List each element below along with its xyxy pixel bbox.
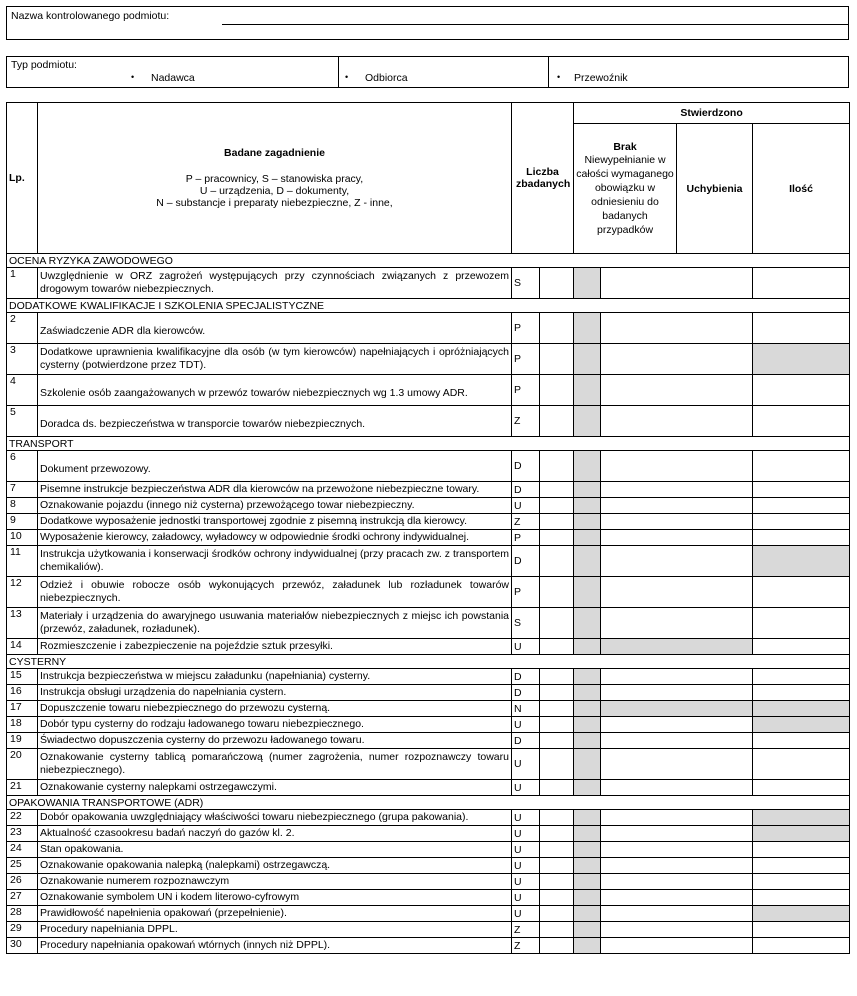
count-shaded-cell xyxy=(574,482,601,498)
count-shaded-cell xyxy=(574,498,601,514)
count-shaded-cell xyxy=(574,313,601,344)
subject-legend-line: P – pracownicy, S – stanowiska pracy, xyxy=(185,173,364,185)
uchybienia-input-cell[interactable] xyxy=(753,922,850,938)
brak-input-cell[interactable] xyxy=(601,669,753,685)
row-number: 12 xyxy=(7,577,38,608)
uchybienia-input-cell[interactable] xyxy=(753,313,850,344)
uchybienia-input-cell[interactable] xyxy=(753,268,850,299)
row-subject-text: Odzież i obuwie robocze osób wykonujących przewóz, załadunek lub rozładunek towarów niebezpiecznych. xyxy=(38,577,512,608)
count-input-cell[interactable] xyxy=(540,498,574,514)
column-header-lp: Lp. xyxy=(7,103,38,254)
row-number: 24 xyxy=(7,842,38,858)
count-input-cell[interactable] xyxy=(540,842,574,858)
count-input-cell[interactable] xyxy=(540,530,574,546)
row-category-code: U xyxy=(512,874,540,890)
row-subject-text: Procedury napełniania DPPL. xyxy=(38,922,512,938)
row-category-code: P xyxy=(512,313,540,344)
row-number: 11 xyxy=(7,546,38,577)
row-subject-text: Dopuszczenie towaru niebezpiecznego do przewozu cysterną. xyxy=(38,701,512,717)
checklist-row xyxy=(7,749,850,780)
brak-input-cell[interactable] xyxy=(601,514,753,530)
brak-input-cell[interactable] xyxy=(601,780,753,796)
brak-input-cell[interactable] xyxy=(601,685,753,701)
uchybienia-input-cell[interactable] xyxy=(753,639,850,655)
brak-input-cell[interactable] xyxy=(601,890,753,906)
row-category-code: D xyxy=(512,482,540,498)
row-category-code: U xyxy=(512,858,540,874)
entity-type-label: Typ podmiotu: xyxy=(11,59,77,71)
row-category-code: P xyxy=(512,577,540,608)
row-number: 8 xyxy=(7,498,38,514)
uchybienia-input-cell xyxy=(753,826,850,842)
count-shaded-cell xyxy=(574,938,601,954)
row-subject-text: Prawidłowość napełnienia opakowań (przepełnienie). xyxy=(38,906,512,922)
section-header-row xyxy=(7,254,850,268)
count-input-cell[interactable] xyxy=(540,639,574,655)
uchybienia-input-cell[interactable] xyxy=(753,669,850,685)
checklist-row xyxy=(7,922,850,938)
brak-input-cell[interactable] xyxy=(601,717,753,733)
count-input-cell[interactable] xyxy=(540,733,574,749)
row-number: 18 xyxy=(7,717,38,733)
row-subject-text: Wyposażenie kierowcy, załadowcy, wyładowcy w odpowiednie środki ochrony indywidualnej. xyxy=(38,530,512,546)
row-number: 14 xyxy=(7,639,38,655)
row-number: 29 xyxy=(7,922,38,938)
uchybienia-input-cell[interactable] xyxy=(753,890,850,906)
section-title: OPAKOWANIA TRANSPORTOWE (ADR) xyxy=(7,796,850,810)
row-category-code: U xyxy=(512,749,540,780)
row-category-code: P xyxy=(512,530,540,546)
uchybienia-input-cell[interactable] xyxy=(753,406,850,437)
row-subject-text: Procedury napełniania opakowań wtórnych (innych niż DPPL). xyxy=(38,938,512,954)
row-subject-text: Rozmieszczenie i zabezpieczenie na pojeździe sztuk przesyłki. xyxy=(38,639,512,655)
count-input-cell[interactable] xyxy=(540,749,574,780)
checklist-row xyxy=(7,842,850,858)
row-category-code: D xyxy=(512,451,540,482)
row-number: 10 xyxy=(7,530,38,546)
checklist-row xyxy=(7,780,850,796)
count-input-cell[interactable] xyxy=(540,938,574,954)
row-subject-text: Dokument przewozowy. xyxy=(38,451,512,482)
type-option-label: Odbiorca xyxy=(365,72,408,84)
checklist-row xyxy=(7,810,850,826)
count-shaded-cell xyxy=(574,780,601,796)
type-option-przewoznik[interactable] xyxy=(557,72,628,84)
count-input-cell[interactable] xyxy=(540,608,574,639)
row-category-code: D xyxy=(512,669,540,685)
row-category-code: U xyxy=(512,906,540,922)
count-shaded-cell xyxy=(574,874,601,890)
uchybienia-input-cell[interactable] xyxy=(753,608,850,639)
row-number: 7 xyxy=(7,482,38,498)
row-number: 4 xyxy=(7,375,38,406)
type-option-label: Nadawca xyxy=(151,72,195,84)
row-subject-text: Doradca ds. bezpieczeństwa w transporcie towarów niebezpiecznych. xyxy=(38,406,512,437)
uchybienia-input-cell xyxy=(753,717,850,733)
row-number: 25 xyxy=(7,858,38,874)
checklist-row xyxy=(7,669,850,685)
brak-input-cell[interactable] xyxy=(601,498,753,514)
row-category-code: D xyxy=(512,546,540,577)
brak-input-cell[interactable] xyxy=(601,482,753,498)
brak-input-cell[interactable] xyxy=(601,546,753,577)
uchybienia-input-cell[interactable] xyxy=(753,780,850,796)
row-number: 17 xyxy=(7,701,38,717)
row-category-code: U xyxy=(512,810,540,826)
count-shaded-cell xyxy=(574,749,601,780)
entity-name-label: Nazwa kontrolowanego podmiotu: xyxy=(11,10,170,22)
count-input-cell[interactable] xyxy=(540,701,574,717)
brak-input-cell[interactable] xyxy=(601,268,753,299)
count-input-cell[interactable] xyxy=(540,482,574,498)
bullet-icon: • xyxy=(557,72,561,82)
checklist-row xyxy=(7,938,850,954)
row-number: 5 xyxy=(7,406,38,437)
count-input-cell[interactable] xyxy=(540,546,574,577)
row-category-code: D xyxy=(512,685,540,701)
row-subject-text: Materiały i urządzenia do awaryjnego usuwania materiałów niebezpiecznych z miejsc ich powstania (przewóz, załadunek, rozładunek). xyxy=(38,608,512,639)
uchybienia-input-cell[interactable] xyxy=(753,842,850,858)
row-number: 2 xyxy=(7,313,38,344)
checklist-row xyxy=(7,406,850,437)
uchybienia-input-cell[interactable] xyxy=(753,482,850,498)
count-shaded-cell xyxy=(574,608,601,639)
count-shaded-cell xyxy=(574,826,601,842)
subject-title: Badane zagadnienie xyxy=(224,147,325,159)
row-subject-text: Instrukcja obsługi urządzenia do napełniania cystern. xyxy=(38,685,512,701)
row-category-code: P xyxy=(512,344,540,375)
count-shaded-cell xyxy=(574,451,601,482)
checklist-row xyxy=(7,530,850,546)
row-subject-text: Oznakowanie cysterny nalepkami ostrzegawczymi. xyxy=(38,780,512,796)
count-input-cell[interactable] xyxy=(540,922,574,938)
section-title: TRANSPORT xyxy=(7,437,850,451)
count-input-cell[interactable] xyxy=(540,874,574,890)
uchybienia-input-cell[interactable] xyxy=(753,514,850,530)
bullet-icon: • xyxy=(131,72,135,82)
count-shaded-cell xyxy=(574,268,601,299)
checklist-row xyxy=(7,701,850,717)
brak-title: Brak xyxy=(613,140,637,153)
row-category-code: U xyxy=(512,890,540,906)
row-category-code: Z xyxy=(512,938,540,954)
count-shaded-cell xyxy=(574,669,601,685)
count-shaded-cell xyxy=(574,717,601,733)
type-option-label: Przewoźnik xyxy=(574,72,628,84)
uchybienia-input-cell[interactable] xyxy=(753,749,850,780)
row-category-code: U xyxy=(512,842,540,858)
uchybienia-input-cell xyxy=(753,810,850,826)
uchybienia-input-cell xyxy=(753,344,850,375)
count-shaded-cell xyxy=(574,922,601,938)
type-option-nadawca[interactable] xyxy=(131,72,195,84)
checklist-row xyxy=(7,906,850,922)
brak-input-cell[interactable] xyxy=(601,530,753,546)
brak-input-cell[interactable] xyxy=(601,451,753,482)
checklist-row xyxy=(7,577,850,608)
uchybienia-input-cell[interactable] xyxy=(753,451,850,482)
checklist-row xyxy=(7,608,850,639)
count-input-cell[interactable] xyxy=(540,780,574,796)
count-shaded-cell xyxy=(574,810,601,826)
count-shaded-cell xyxy=(574,375,601,406)
section-title: CYSTERNY xyxy=(7,655,850,669)
brak-input-cell[interactable] xyxy=(601,577,753,608)
column-header-uchybienia: Uchybienia xyxy=(677,124,753,254)
brak-input-cell[interactable] xyxy=(601,608,753,639)
subject-legend-line: U – urządzenia, D – dokumenty, xyxy=(199,185,350,197)
type-divider xyxy=(338,57,339,87)
row-subject-text: Aktualność czasookresu badań naczyń do gazów kl. 2. xyxy=(38,826,512,842)
row-category-code: S xyxy=(512,608,540,639)
count-input-cell[interactable] xyxy=(540,344,574,375)
checklist-row xyxy=(7,717,850,733)
row-number: 3 xyxy=(7,344,38,375)
count-input-cell[interactable] xyxy=(540,858,574,874)
column-header-subject xyxy=(38,103,512,254)
row-subject-text: Dobór typu cysterny do rodzaju ładowanego towaru niebezpiecznego. xyxy=(38,717,512,733)
count-input-cell[interactable] xyxy=(540,313,574,344)
count-shaded-cell xyxy=(574,733,601,749)
count-shaded-cell xyxy=(574,858,601,874)
row-category-code: U xyxy=(512,826,540,842)
row-number: 13 xyxy=(7,608,38,639)
column-header-stwierdzono: Stwierdzono xyxy=(574,103,850,124)
row-category-code: Z xyxy=(512,406,540,437)
uchybienia-input-cell[interactable] xyxy=(753,530,850,546)
count-shaded-cell xyxy=(574,842,601,858)
checklist-row xyxy=(7,733,850,749)
brak-input-cell xyxy=(601,639,753,655)
checklist-row xyxy=(7,498,850,514)
count-input-cell[interactable] xyxy=(540,810,574,826)
checklist-row xyxy=(7,858,850,874)
row-category-code: N xyxy=(512,701,540,717)
count-shaded-cell xyxy=(574,344,601,375)
row-number: 22 xyxy=(7,810,38,826)
count-input-cell[interactable] xyxy=(540,406,574,437)
row-subject-text: Dodatkowe uprawnienia kwalifikacyjne dla osób (w tym kierowców) napełniających i opróżniających cysterny (potwierdzone przez TDT). xyxy=(38,344,512,375)
row-number: 16 xyxy=(7,685,38,701)
count-shaded-cell xyxy=(574,530,601,546)
uchybienia-input-cell[interactable] xyxy=(753,685,850,701)
section-header-row xyxy=(7,437,850,451)
count-shaded-cell xyxy=(574,577,601,608)
count-shaded-cell xyxy=(574,514,601,530)
row-number: 20 xyxy=(7,749,38,780)
count-input-cell[interactable] xyxy=(540,717,574,733)
count-input-cell[interactable] xyxy=(540,906,574,922)
row-number: 26 xyxy=(7,874,38,890)
section-title: DODATKOWE KWALIFIKACJE I SZKOLENIA SPECJALISTYCZNE xyxy=(7,299,850,313)
section-title: OCENA RYZYKA ZAWODOWEGO xyxy=(7,254,850,268)
type-divider xyxy=(548,57,549,87)
entity-name-field[interactable] xyxy=(222,24,848,25)
row-subject-text: Uwzględnienie w ORZ zagrożeń występujących przy czynnościach związanych z przewozem drogowym towarów niebezpiecznych. xyxy=(38,268,512,299)
count-input-cell[interactable] xyxy=(540,577,574,608)
row-subject-text: Zaświadczenie ADR dla kierowców. xyxy=(38,313,512,344)
checklist-row xyxy=(7,375,850,406)
row-number: 21 xyxy=(7,780,38,796)
brak-input-cell[interactable] xyxy=(601,406,753,437)
row-subject-text: Oznakowanie symbolem UN i kodem literowo-cyfrowym xyxy=(38,890,512,906)
checklist-row xyxy=(7,874,850,890)
uchybienia-input-cell xyxy=(753,546,850,577)
row-number: 15 xyxy=(7,669,38,685)
row-subject-text: Oznakowanie opakowania nalepką (nalepkami) ostrzegawczą. xyxy=(38,858,512,874)
row-number: 23 xyxy=(7,826,38,842)
brak-input-cell[interactable] xyxy=(601,749,753,780)
checklist-row xyxy=(7,482,850,498)
checklist-row xyxy=(7,890,850,906)
row-subject-text: Oznakowanie cysterny tablicą pomarańczową (numer zagrożenia, numer rozpoznawczy towaru niebezpiecznego). xyxy=(38,749,512,780)
checklist-row xyxy=(7,313,850,344)
row-subject-text: Oznakowanie numerem rozpoznawczym xyxy=(38,874,512,890)
uchybienia-input-cell[interactable] xyxy=(753,874,850,890)
brak-input-cell[interactable] xyxy=(601,733,753,749)
row-subject-text: Dodatkowe wyposażenie jednostki transportowej zgodnie z pisemną instrukcją dla kierowcy. xyxy=(38,514,512,530)
checklist-row xyxy=(7,685,850,701)
uchybienia-input-cell[interactable] xyxy=(753,577,850,608)
brak-description: Niewypełnianie w całości wymaganego obowiązku w odniesieniu do badanych przypadków xyxy=(576,153,674,236)
uchybienia-input-cell[interactable] xyxy=(753,498,850,514)
row-number: 30 xyxy=(7,938,38,954)
entity-name-box xyxy=(6,6,849,40)
checklist-row xyxy=(7,826,850,842)
section-header-row xyxy=(7,796,850,810)
row-subject-text: Instrukcja użytkowania i konserwacji środków ochrony indywidualnej (przy pracach zw. z transportem chemikaliów). xyxy=(38,546,512,577)
row-number: 1 xyxy=(7,268,38,299)
row-subject-text: Stan opakowania. xyxy=(38,842,512,858)
row-subject-text: Świadectwo dopuszczenia cysterny do przewozu ładowanego towaru. xyxy=(38,733,512,749)
brak-input-cell[interactable] xyxy=(601,938,753,954)
checklist-row xyxy=(7,514,850,530)
uchybienia-input-cell xyxy=(753,906,850,922)
brak-input-cell[interactable] xyxy=(601,858,753,874)
checklist-rows xyxy=(7,254,850,954)
row-subject-text: Oznakowanie pojazdu (innego niż cysterna) przewożącego towar niebezpieczny. xyxy=(38,498,512,514)
count-input-cell[interactable] xyxy=(540,890,574,906)
row-subject-text: Instrukcja bezpieczeństwa w miejscu załadunku (napełniania) cysterny. xyxy=(38,669,512,685)
brak-input-cell[interactable] xyxy=(601,810,753,826)
subject-legend-line: N – substancje i preparaty niebezpieczne, Z - inne, xyxy=(156,197,393,209)
row-category-code: Z xyxy=(512,922,540,938)
count-shaded-cell xyxy=(574,685,601,701)
row-number: 19 xyxy=(7,733,38,749)
count-input-cell[interactable] xyxy=(540,375,574,406)
uchybienia-input-cell xyxy=(753,701,850,717)
count-input-cell[interactable] xyxy=(540,268,574,299)
entity-type-box xyxy=(6,56,849,88)
uchybienia-input-cell[interactable] xyxy=(753,375,850,406)
count-shaded-cell xyxy=(574,639,601,655)
count-shaded-cell xyxy=(574,546,601,577)
count-input-cell[interactable] xyxy=(540,669,574,685)
row-subject-text: Pisemne instrukcje bezpieczeństwa ADR dla kierowców na przewożone niebezpieczne towary. xyxy=(38,482,512,498)
row-category-code: U xyxy=(512,780,540,796)
row-number: 27 xyxy=(7,890,38,906)
row-category-code: S xyxy=(512,268,540,299)
row-category-code: U xyxy=(512,639,540,655)
count-input-cell[interactable] xyxy=(540,514,574,530)
column-header-brak xyxy=(574,124,677,254)
row-category-code: P xyxy=(512,375,540,406)
row-subject-text: Szkolenie osób zaangażowanych w przewóz towarów niebezpiecznych wg 1.3 umowy ADR. xyxy=(38,375,512,406)
count-shaded-cell xyxy=(574,906,601,922)
row-category-code: U xyxy=(512,498,540,514)
row-number: 9 xyxy=(7,514,38,530)
brak-input-cell[interactable] xyxy=(601,826,753,842)
checklist-row xyxy=(7,639,850,655)
row-number: 28 xyxy=(7,906,38,922)
row-category-code: D xyxy=(512,733,540,749)
brak-input-cell[interactable] xyxy=(601,922,753,938)
count-shaded-cell xyxy=(574,890,601,906)
checklist-table xyxy=(6,102,850,954)
section-header-row xyxy=(7,655,850,669)
uchybienia-input-cell[interactable] xyxy=(753,938,850,954)
brak-input-cell[interactable] xyxy=(601,874,753,890)
row-category-code: U xyxy=(512,717,540,733)
count-input-cell[interactable] xyxy=(540,826,574,842)
count-input-cell[interactable] xyxy=(540,451,574,482)
row-number: 6 xyxy=(7,451,38,482)
count-input-cell[interactable] xyxy=(540,685,574,701)
brak-input-cell[interactable] xyxy=(601,313,753,344)
uchybienia-input-cell[interactable] xyxy=(753,733,850,749)
checklist-row xyxy=(7,268,850,299)
row-subject-text: Dobór opakowania uwzględniający właściwości towaru niebezpiecznego (grupa pakowania). xyxy=(38,810,512,826)
uchybienia-input-cell[interactable] xyxy=(753,858,850,874)
brak-input-cell[interactable] xyxy=(601,842,753,858)
checklist-row xyxy=(7,451,850,482)
column-header-ilosc: Ilość xyxy=(753,124,850,254)
type-option-odbiorca[interactable] xyxy=(345,72,408,84)
section-header-row xyxy=(7,299,850,313)
brak-input-cell xyxy=(601,701,753,717)
brak-input-cell[interactable] xyxy=(601,375,753,406)
checklist-row xyxy=(7,546,850,577)
count-shaded-cell xyxy=(574,406,601,437)
brak-input-cell[interactable] xyxy=(601,906,753,922)
checklist-row xyxy=(7,344,850,375)
count-shaded-cell xyxy=(574,701,601,717)
bullet-icon: • xyxy=(345,72,349,82)
row-category-code: Z xyxy=(512,514,540,530)
brak-input-cell[interactable] xyxy=(601,344,753,375)
column-header-liczba: Liczba zbadanych xyxy=(512,103,574,254)
